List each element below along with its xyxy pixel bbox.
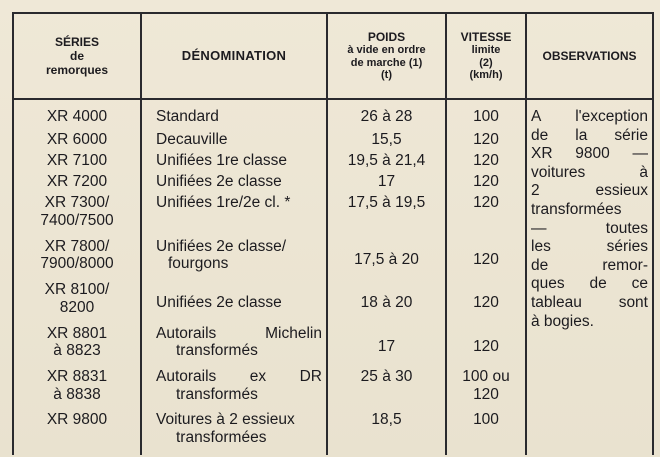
name-cell: Unifiées 1re/2e cl. *: [141, 194, 327, 237]
observation-line: tableau sont: [531, 293, 648, 311]
name-cell: Autorails ex DR transformés: [141, 368, 327, 411]
speed-cell: 100: [446, 99, 526, 131]
header-weight-line: POIDS: [367, 30, 406, 45]
header-denomination: DÉNOMINATION: [141, 13, 327, 99]
header-speed: [446, 13, 526, 99]
weight-cell: 26 à 28: [327, 99, 446, 131]
header-weight-line: à vide en ordre: [347, 44, 426, 57]
header-speed-line: VITESSE: [460, 30, 512, 45]
name-cell: Decauville: [141, 131, 327, 152]
weight-cell: 17: [327, 173, 446, 194]
table-row: [13, 99, 653, 131]
speed-cell: 120: [446, 152, 526, 173]
observation-line: 2 essieux: [531, 182, 648, 200]
name-cell: Standard: [141, 99, 327, 131]
weight-cell: 15,5: [327, 131, 446, 152]
weight-cell: 18,5: [327, 411, 446, 455]
observation-line: A l'exception: [531, 108, 648, 125]
series-cell: XR 7300/ 7400/7500: [13, 194, 141, 237]
header-weight-line: (t): [381, 69, 392, 82]
name-cell: Autorails Michelin transformés: [141, 325, 327, 368]
header-weight-line: de marche (1): [350, 56, 423, 69]
observations-cell: [526, 99, 653, 455]
name-cell: Unifiées 1re classe: [141, 152, 327, 173]
observation-line: XR 9800 —: [531, 145, 648, 163]
observation-line: transformées: [531, 200, 622, 218]
header-series-line: de: [69, 49, 84, 63]
series-cell: XR 9800: [13, 411, 141, 455]
speed-cell: 120: [446, 281, 526, 324]
observation-line: les séries: [531, 238, 648, 256]
speed-cell: 120: [446, 173, 526, 194]
speed-cell: 120: [446, 194, 526, 237]
name-cell: Unifiées 2e classe/ fourgons: [141, 238, 327, 281]
header-speed-line: limite: [471, 44, 501, 57]
name-cell: Unifiées 2e classe: [141, 281, 327, 324]
weight-cell: 19,5 à 21,4: [327, 152, 446, 173]
observation-line: — toutes: [531, 219, 648, 237]
series-cell: XR 4000: [13, 99, 141, 131]
header-series-line: remorques: [45, 63, 109, 77]
speed-cell: 120: [446, 325, 526, 368]
header-speed-line: (km/h): [469, 69, 503, 82]
weight-cell: 25 à 30: [327, 368, 446, 411]
speed-cell: 120: [446, 238, 526, 281]
observation-line: ques de ce: [531, 275, 648, 293]
series-cell: XR 7200: [13, 173, 141, 194]
speed-cell: 100: [446, 411, 526, 455]
header-series-line: SÉRIES: [54, 35, 99, 49]
series-cell: XR 8801 à 8823: [13, 325, 141, 368]
observation-line: à bogies.: [531, 312, 594, 330]
name-cell: Unifiées 2e classe: [141, 173, 327, 194]
observation-line: de la série: [531, 126, 648, 144]
weight-cell: 17,5 à 20: [327, 238, 446, 281]
header-row: [13, 13, 653, 99]
header-series: [13, 13, 141, 99]
series-cell: XR 6000: [13, 131, 141, 152]
remorques-table: [12, 12, 654, 455]
observation-line: voitures à: [531, 163, 648, 181]
series-cell: XR 7800/ 7900/8000: [13, 238, 141, 281]
name-cell: Voitures à 2 essieux transformées: [141, 411, 327, 455]
observation-line: de remor-: [531, 256, 648, 274]
speed-cell: 100 ou 120: [446, 368, 526, 411]
weight-cell: 18 à 20: [327, 281, 446, 324]
series-cell: XR 8831 à 8838: [13, 368, 141, 411]
speed-cell: 120: [446, 131, 526, 152]
weight-cell: 17,5 à 19,5: [327, 194, 446, 237]
header-weight: [327, 13, 446, 99]
header-observations: OBSERVATIONS: [526, 13, 653, 99]
series-cell: XR 7100: [13, 152, 141, 173]
series-cell: XR 8100/ 8200: [13, 281, 141, 324]
weight-cell: 17: [327, 325, 446, 368]
header-speed-line: (2): [479, 56, 493, 69]
